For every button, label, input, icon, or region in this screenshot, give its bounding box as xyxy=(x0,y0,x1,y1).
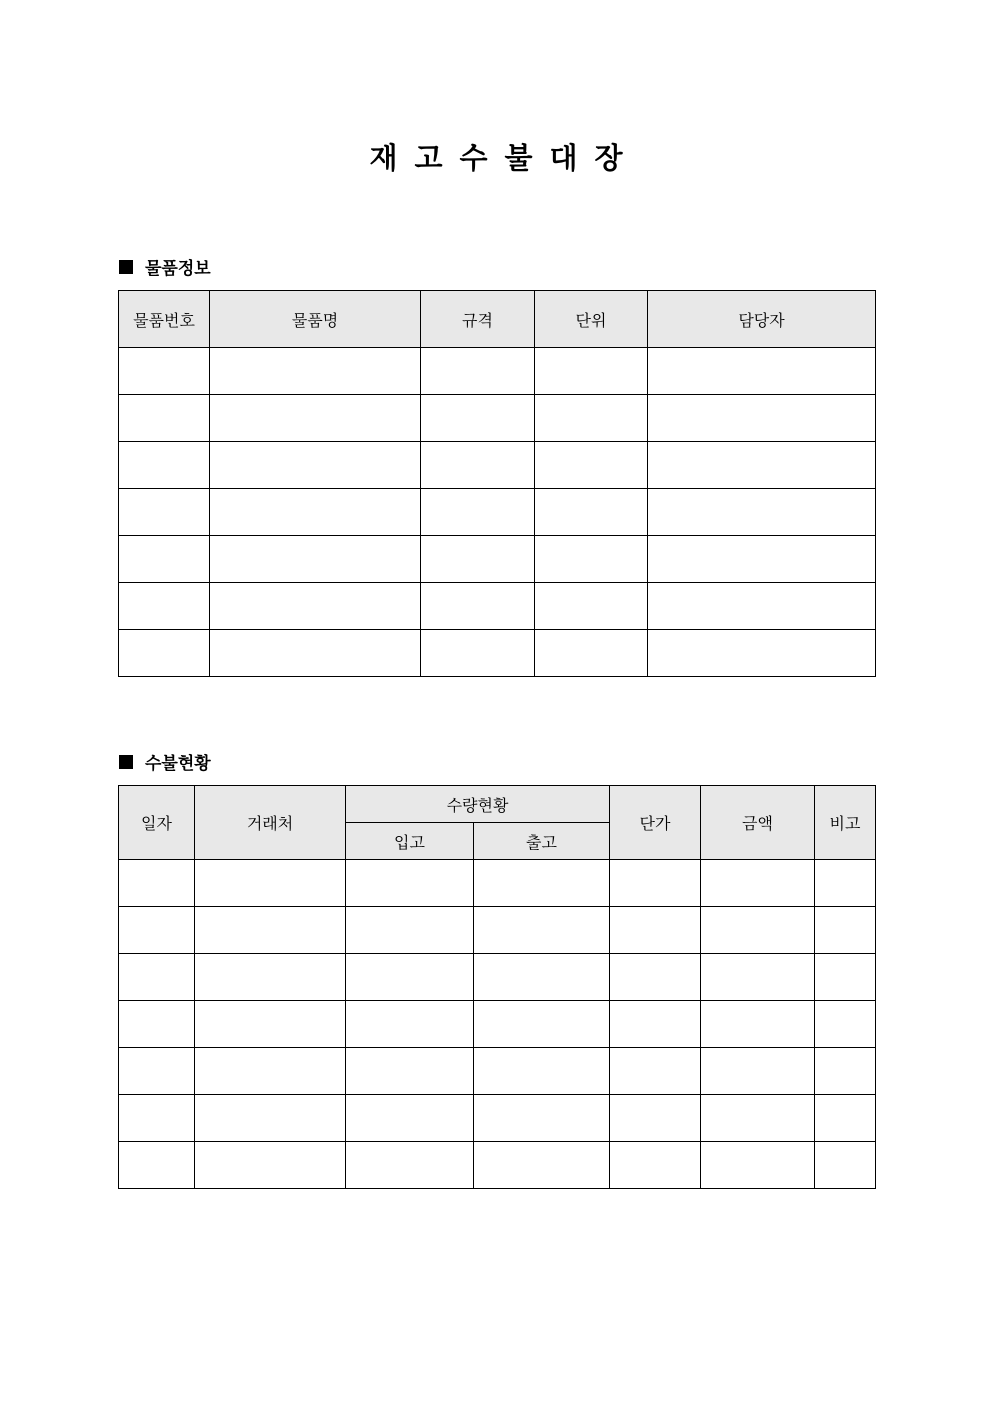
table-row xyxy=(119,536,876,583)
table-cell xyxy=(815,1048,876,1095)
header-out: 출고 xyxy=(474,823,610,860)
table-cell xyxy=(119,348,210,395)
table-cell xyxy=(701,1142,815,1189)
table-cell xyxy=(210,442,421,489)
table-cell xyxy=(474,1001,610,1048)
table-cell xyxy=(119,1048,195,1095)
table-cell xyxy=(421,630,535,677)
table-cell xyxy=(535,395,648,442)
table-cell xyxy=(701,860,815,907)
table-cell xyxy=(535,536,648,583)
table-cell xyxy=(815,860,876,907)
table-row xyxy=(119,1048,876,1095)
table-row xyxy=(119,489,876,536)
table-cell xyxy=(346,954,474,1001)
header-spec: 규격 xyxy=(421,291,535,348)
table-cell xyxy=(648,536,876,583)
table-cell xyxy=(119,442,210,489)
table-cell xyxy=(119,583,210,630)
table-cell xyxy=(474,860,610,907)
table-cell xyxy=(421,489,535,536)
table-cell xyxy=(346,1048,474,1095)
table-cell xyxy=(535,442,648,489)
table-cell xyxy=(610,1001,701,1048)
header-unit: 단위 xyxy=(535,291,648,348)
table-cell xyxy=(610,1095,701,1142)
table-cell xyxy=(815,1142,876,1189)
table-cell xyxy=(610,954,701,1001)
table-cell xyxy=(195,1095,346,1142)
table-cell xyxy=(535,489,648,536)
table-cell xyxy=(346,1142,474,1189)
table-cell xyxy=(701,1095,815,1142)
table-cell xyxy=(701,1048,815,1095)
table-cell xyxy=(815,954,876,1001)
header-unit-price: 단가 xyxy=(610,786,701,860)
table-row xyxy=(119,442,876,489)
table-row xyxy=(119,1142,876,1189)
header-date: 일자 xyxy=(119,786,195,860)
table-cell xyxy=(421,583,535,630)
table-cell xyxy=(119,907,195,954)
table-cell xyxy=(474,1142,610,1189)
table-cell xyxy=(119,954,195,1001)
table-cell xyxy=(701,954,815,1001)
table-cell xyxy=(648,583,876,630)
table-cell xyxy=(648,630,876,677)
table-cell xyxy=(195,907,346,954)
header-in: 입고 xyxy=(346,823,474,860)
square-bullet-icon xyxy=(119,260,133,274)
table-cell xyxy=(648,442,876,489)
table-cell xyxy=(610,907,701,954)
table-cell xyxy=(610,860,701,907)
table-cell xyxy=(210,395,421,442)
header-item-number: 물품번호 xyxy=(119,291,210,348)
table-cell xyxy=(210,348,421,395)
table-cell xyxy=(535,583,648,630)
table-cell xyxy=(210,536,421,583)
table-cell xyxy=(210,630,421,677)
table-cell xyxy=(535,630,648,677)
item-info-table xyxy=(118,290,876,677)
header-vendor: 거래처 xyxy=(195,786,346,860)
table-cell xyxy=(119,395,210,442)
table-cell xyxy=(421,442,535,489)
table-cell xyxy=(474,907,610,954)
table-cell xyxy=(195,1048,346,1095)
table-cell xyxy=(119,860,195,907)
table-row xyxy=(119,1001,876,1048)
table-cell xyxy=(648,395,876,442)
table-cell xyxy=(119,630,210,677)
table-row xyxy=(119,954,876,1001)
table-cell xyxy=(210,489,421,536)
table-cell xyxy=(195,954,346,1001)
header-note: 비고 xyxy=(815,786,876,860)
square-bullet-icon xyxy=(119,755,133,769)
section-heading-label: 물품정보 xyxy=(145,259,211,279)
table-row xyxy=(119,348,876,395)
table-cell xyxy=(119,1001,195,1048)
table-row xyxy=(119,630,876,677)
table-cell xyxy=(535,348,648,395)
table-cell xyxy=(421,395,535,442)
table-cell xyxy=(815,907,876,954)
table-cell xyxy=(474,1048,610,1095)
table-cell xyxy=(119,1142,195,1189)
table-cell xyxy=(474,954,610,1001)
table-cell xyxy=(648,348,876,395)
page-title: 재고수불대장 xyxy=(369,141,640,175)
header-quantity: 수량현황 xyxy=(346,786,610,823)
table-cell xyxy=(119,489,210,536)
section-heading-label: 수불현황 xyxy=(145,754,211,774)
table-cell xyxy=(815,1001,876,1048)
header-manager: 담당자 xyxy=(648,291,876,348)
table-row xyxy=(119,583,876,630)
table-cell xyxy=(195,1142,346,1189)
table-cell xyxy=(195,860,346,907)
table-cell xyxy=(346,860,474,907)
table-cell xyxy=(474,1095,610,1142)
table-cell xyxy=(815,1095,876,1142)
table-cell xyxy=(701,1001,815,1048)
section-heading-transactions xyxy=(119,749,211,774)
section-heading-item-info xyxy=(119,254,211,279)
table-cell xyxy=(195,1001,346,1048)
table-cell xyxy=(421,348,535,395)
table-cell xyxy=(119,536,210,583)
table-cell xyxy=(346,1001,474,1048)
transaction-table xyxy=(118,785,876,1189)
table-row xyxy=(119,1095,876,1142)
table-cell xyxy=(610,1142,701,1189)
table-cell xyxy=(210,583,421,630)
header-amount: 금액 xyxy=(701,786,815,860)
table-cell xyxy=(648,489,876,536)
table-cell xyxy=(610,1048,701,1095)
table-row xyxy=(119,860,876,907)
table-cell xyxy=(421,536,535,583)
table-cell xyxy=(346,1095,474,1142)
table-cell xyxy=(119,1095,195,1142)
table-cell xyxy=(701,907,815,954)
table-cell xyxy=(346,907,474,954)
table-row xyxy=(119,395,876,442)
header-item-name: 물품명 xyxy=(210,291,421,348)
table-row xyxy=(119,907,876,954)
